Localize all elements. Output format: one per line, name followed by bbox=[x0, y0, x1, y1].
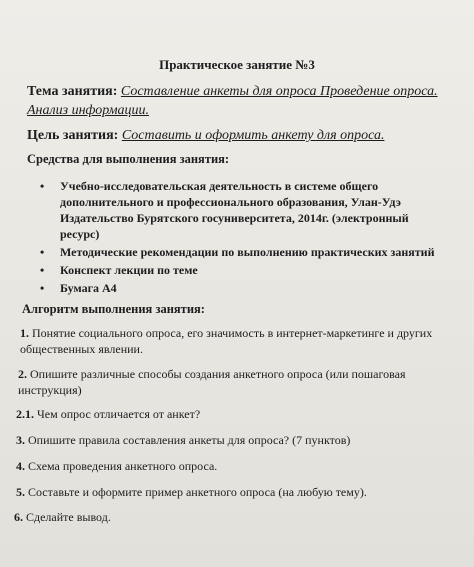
goal-line bbox=[27, 126, 457, 145]
step-text: Сделайте вывод. bbox=[26, 510, 111, 524]
step-number: 4. bbox=[16, 459, 25, 473]
step-item bbox=[16, 484, 436, 500]
topic-line bbox=[27, 82, 447, 120]
tools-list bbox=[40, 178, 440, 298]
step-item bbox=[14, 509, 434, 525]
step-number: 2.1. bbox=[16, 407, 34, 421]
step-text: Опишите различные способы создания анкетного опроса (или пошаговая инструкция) bbox=[18, 367, 406, 397]
step-number: 5. bbox=[16, 485, 25, 499]
step-item bbox=[20, 325, 440, 357]
step-text: Схема проведения анкетного опроса. bbox=[28, 459, 218, 473]
step-number: 3. bbox=[16, 433, 25, 447]
step-item bbox=[16, 432, 436, 448]
step-item bbox=[16, 458, 436, 474]
step-text: Опишите правила составления анкеты для опроса? (7 пунктов) bbox=[28, 433, 351, 447]
step-text: Чем опрос отличается от анкет? bbox=[37, 407, 201, 421]
step-item bbox=[18, 366, 438, 398]
page-title: Практическое занятие №3 bbox=[159, 57, 315, 72]
tools-item: • Учебно-исследовательская деятельность в системе общего дополнительного и профессионального образования, Улан-Удэ Издательство Бурятского госуниверситета, 2014г. (электронный ресурс) bbox=[40, 178, 440, 242]
tools-item: • Бумага А4 bbox=[40, 280, 440, 296]
tools-heading: Средства для выполнения занятия: bbox=[27, 152, 230, 166]
algorithm-heading: Алгоритм выполнения занятия: bbox=[22, 302, 205, 316]
tools-item: • Методические рекомендации по выполнению практических занятий bbox=[40, 244, 440, 260]
step-item bbox=[16, 406, 436, 422]
step-text: Составьте и оформите пример анкетного опроса (на любую тему). bbox=[28, 485, 367, 499]
step-number: 2. bbox=[18, 367, 27, 381]
step-text: Понятие социального опроса, его значимость в интернет-маркетинге и других общественных явлении. bbox=[20, 326, 433, 356]
goal-value: Составить и оформить анкету для опроса. bbox=[121, 128, 385, 143]
tools-item: • Конспект лекции по теме bbox=[40, 262, 440, 278]
step-number: 6. bbox=[14, 510, 23, 524]
step-number: 1. bbox=[20, 326, 29, 340]
goal-label: Цель занятия: bbox=[27, 128, 119, 143]
topic-label: Тема занятия: bbox=[27, 84, 118, 99]
topic-value: Составление анкеты для опроса Проведение опроса. Анализ информации. bbox=[27, 84, 438, 118]
